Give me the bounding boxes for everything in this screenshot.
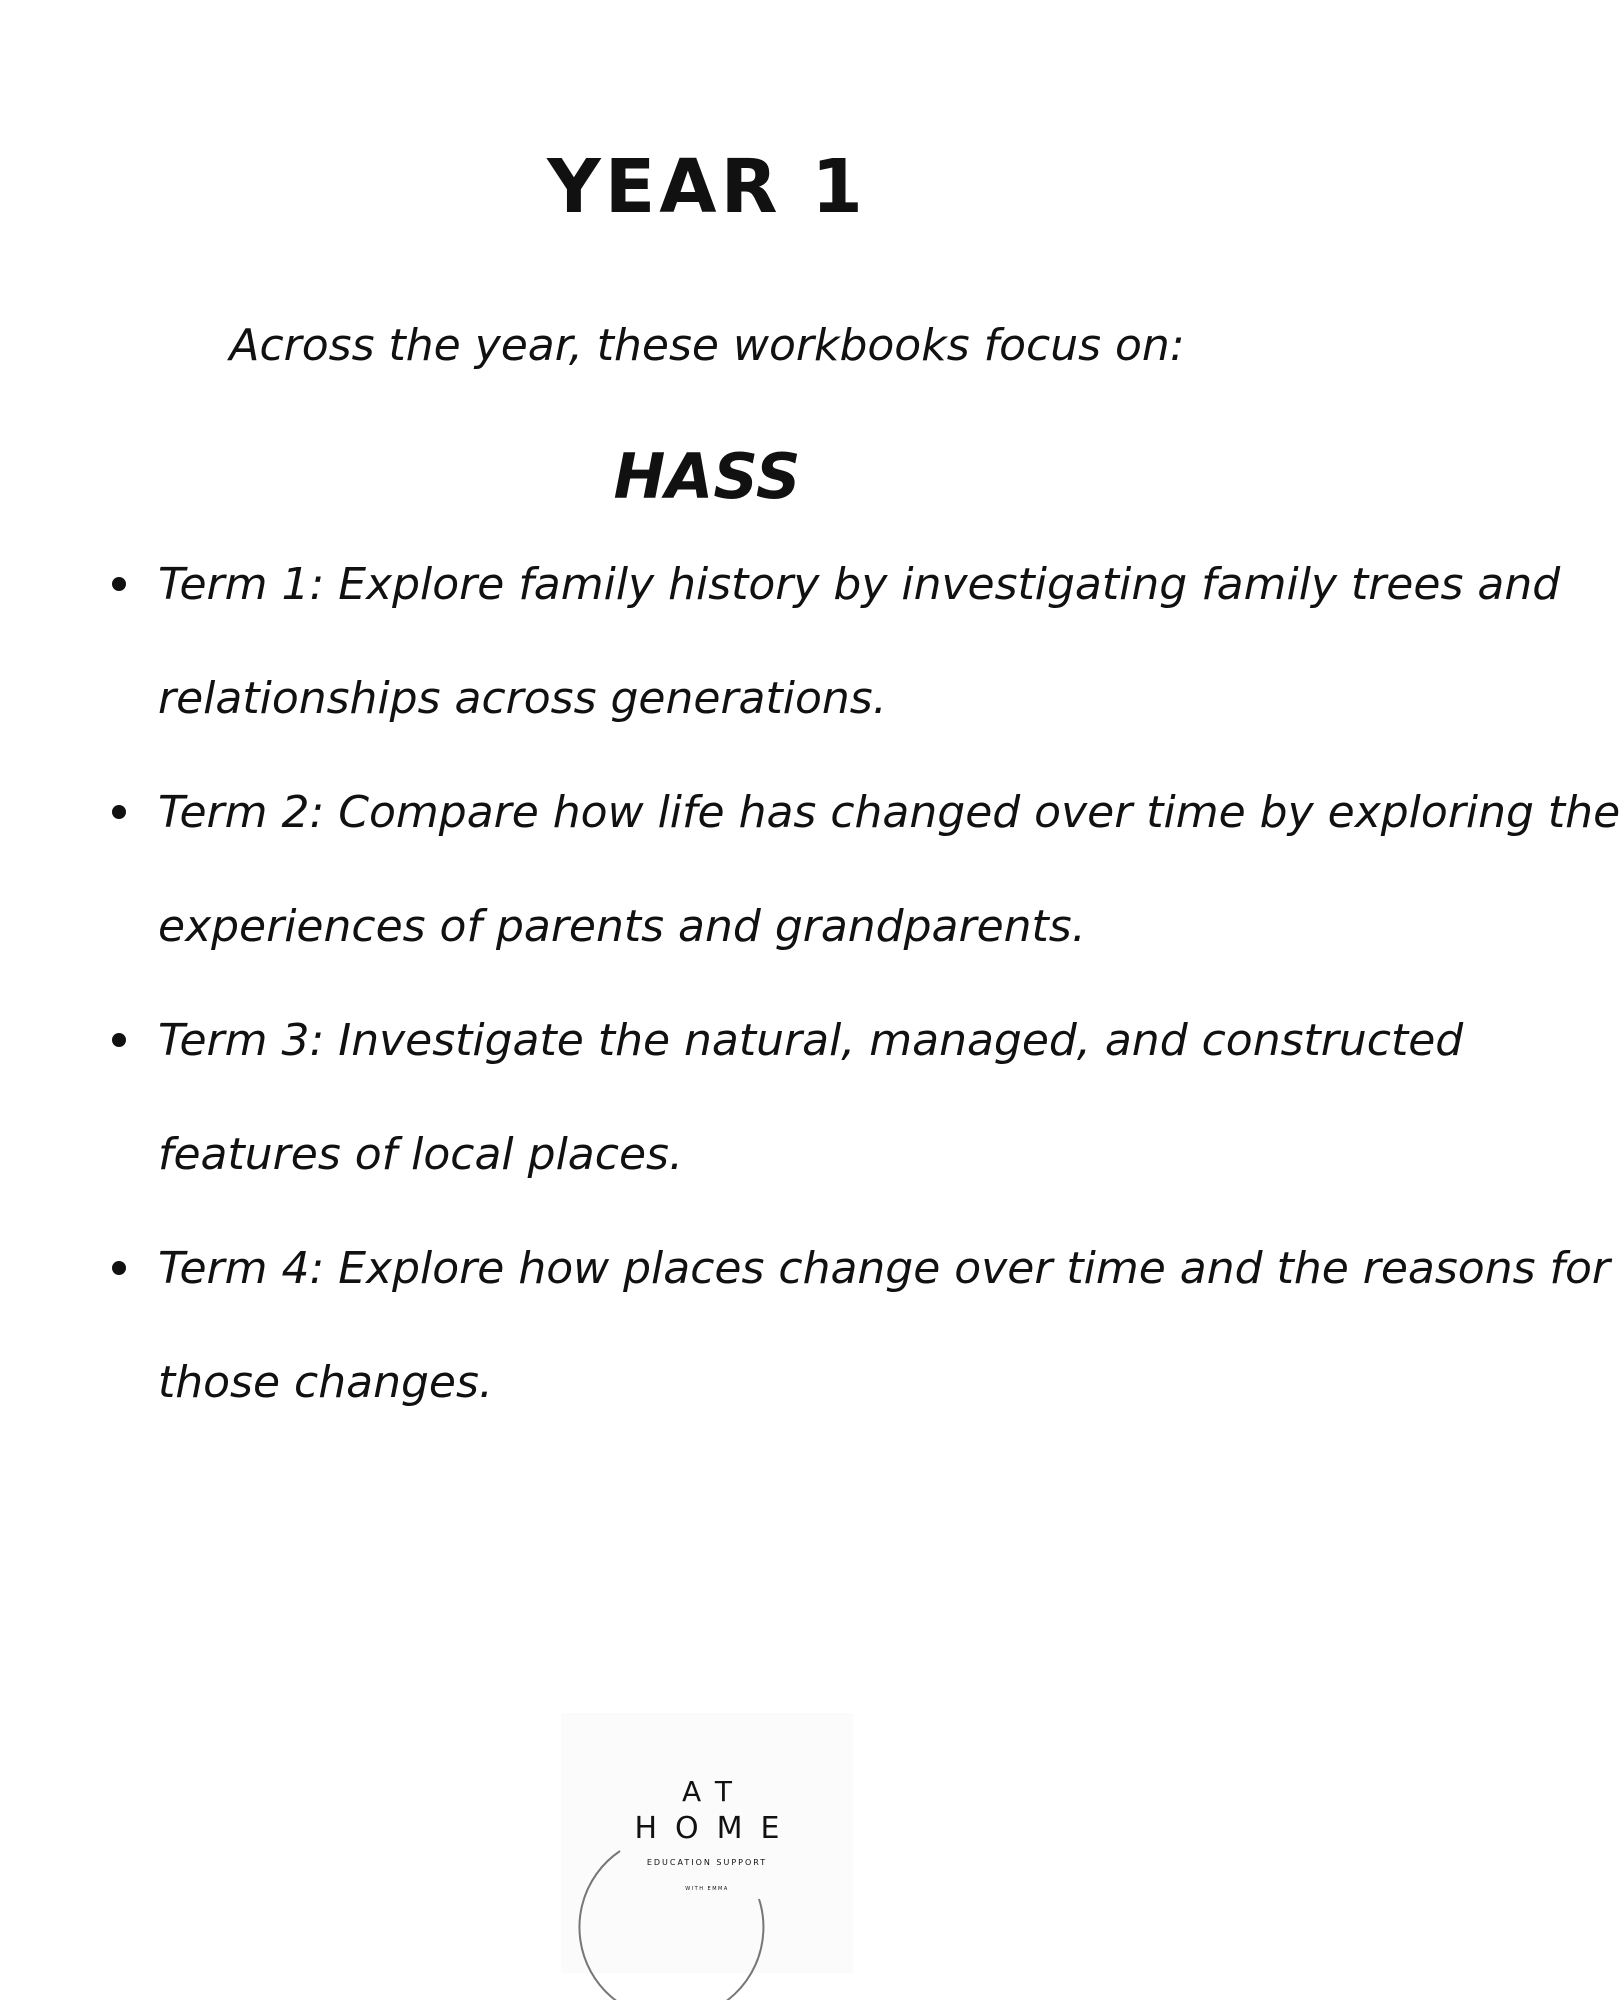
term-line: relationships across generations.	[158, 673, 887, 724]
bullet-icon	[112, 805, 126, 819]
term-line: those changes.	[158, 1357, 493, 1408]
logo-at-text: AT	[681, 1775, 749, 1808]
logo-with-emma-text: WITH EMMA	[685, 1886, 729, 1892]
logo-education-support-text: EDUCATION SUPPORT	[646, 1858, 768, 1867]
bullet-icon	[112, 1261, 126, 1275]
term-line: Term 2: Compare how life has changed over time by exploring the	[158, 787, 1620, 838]
term-line: features of local places.	[158, 1129, 683, 1180]
bullet-icon	[112, 577, 126, 591]
terms-list	[110, 528, 1620, 1440]
term-line: Term 3: Investigate the natural, managed, and constructed	[158, 1015, 1464, 1066]
bullet-icon	[112, 1033, 126, 1047]
term-item-4	[110, 1212, 1611, 1440]
logo-home-text: HOME	[634, 1811, 798, 1846]
term-line: experiences of parents and grandparents.	[158, 901, 1086, 952]
brand-logo	[561, 1713, 853, 1973]
term-line: Term 1: Explore family history by investigating family trees and	[158, 559, 1561, 610]
term-item-2	[110, 756, 1620, 984]
term-item-1	[110, 528, 1561, 756]
page-title: YEAR 1	[547, 143, 867, 230]
term-item-3	[110, 984, 1464, 1212]
term-line: Term 4: Explore how places change over time and the reasons for	[158, 1243, 1611, 1294]
subject-heading: HASS	[613, 440, 801, 514]
intro-text: Across the year, these workbooks focus on:	[229, 320, 1185, 371]
